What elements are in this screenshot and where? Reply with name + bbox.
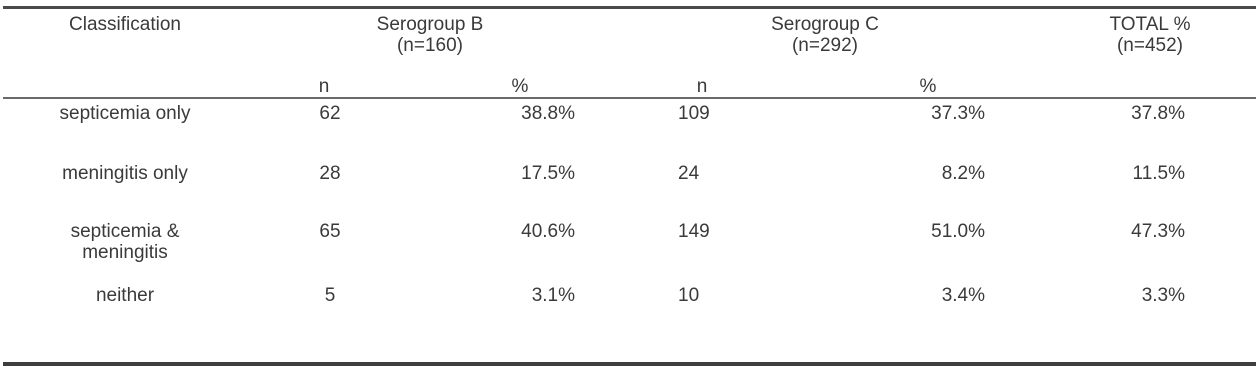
cell-b-n: 28 [319, 163, 341, 184]
cell-c-n: 10 [678, 285, 700, 306]
header-rule [3, 97, 1256, 99]
cell-b-n: 62 [319, 103, 341, 124]
header-serogroup-b-label: Serogroup B [376, 14, 484, 35]
header-serogroup-c [720, 14, 930, 56]
subheader-c-n: n [696, 76, 708, 97]
header-serogroup-b [325, 14, 535, 56]
cell-c-percent: 37.3% [931, 103, 985, 124]
cell-c-n: 24 [678, 163, 700, 184]
row-classification-line: septicemia only [59, 103, 191, 124]
cell-total-percent: 37.8% [1131, 103, 1185, 124]
cell-c-n: 149 [678, 221, 710, 242]
cell-total-percent: 11.5% [1132, 163, 1185, 184]
header-serogroup-c-count: (n=292) [791, 35, 859, 56]
header-classification: Classification [69, 14, 181, 35]
row-classification-line: septicemia & [70, 221, 180, 242]
cell-total-percent: 47.3% [1131, 221, 1185, 242]
cell-c-n: 109 [678, 103, 710, 124]
header-total [1040, 14, 1260, 56]
cell-b-n: 65 [319, 221, 341, 242]
cell-c-percent: 51.0% [931, 221, 985, 242]
cell-c-percent: 3.4% [941, 285, 985, 306]
cell-b-percent: 38.8% [521, 103, 575, 124]
row-classification [0, 103, 250, 124]
row-classification-line: meningitis [82, 242, 168, 263]
row-classification [0, 285, 250, 306]
header-serogroup-b-count: (n=160) [396, 35, 464, 56]
row-classification-line: neither [95, 285, 155, 306]
cell-c-percent: 8.2% [941, 163, 985, 184]
top-rule [3, 6, 1256, 9]
row-classification [0, 221, 250, 263]
bottom-rule [3, 362, 1256, 366]
header-total-label: TOTAL % [1109, 14, 1191, 35]
cell-b-percent: 3.1% [531, 285, 575, 306]
subheader-c-percent: % [919, 76, 937, 97]
cell-b-percent: 40.6% [521, 221, 575, 242]
row-classification-line: meningitis only [62, 163, 188, 184]
subheader-b-percent: % [511, 76, 529, 97]
cell-b-n: 5 [324, 285, 336, 306]
subheader-b-n: n [318, 76, 330, 97]
row-classification [0, 163, 250, 184]
cell-b-percent: 17.5% [521, 163, 575, 184]
header-serogroup-c-label: Serogroup C [771, 14, 879, 35]
cell-total-percent: 3.3% [1141, 285, 1185, 306]
header-total-count: (n=452) [1116, 35, 1184, 56]
